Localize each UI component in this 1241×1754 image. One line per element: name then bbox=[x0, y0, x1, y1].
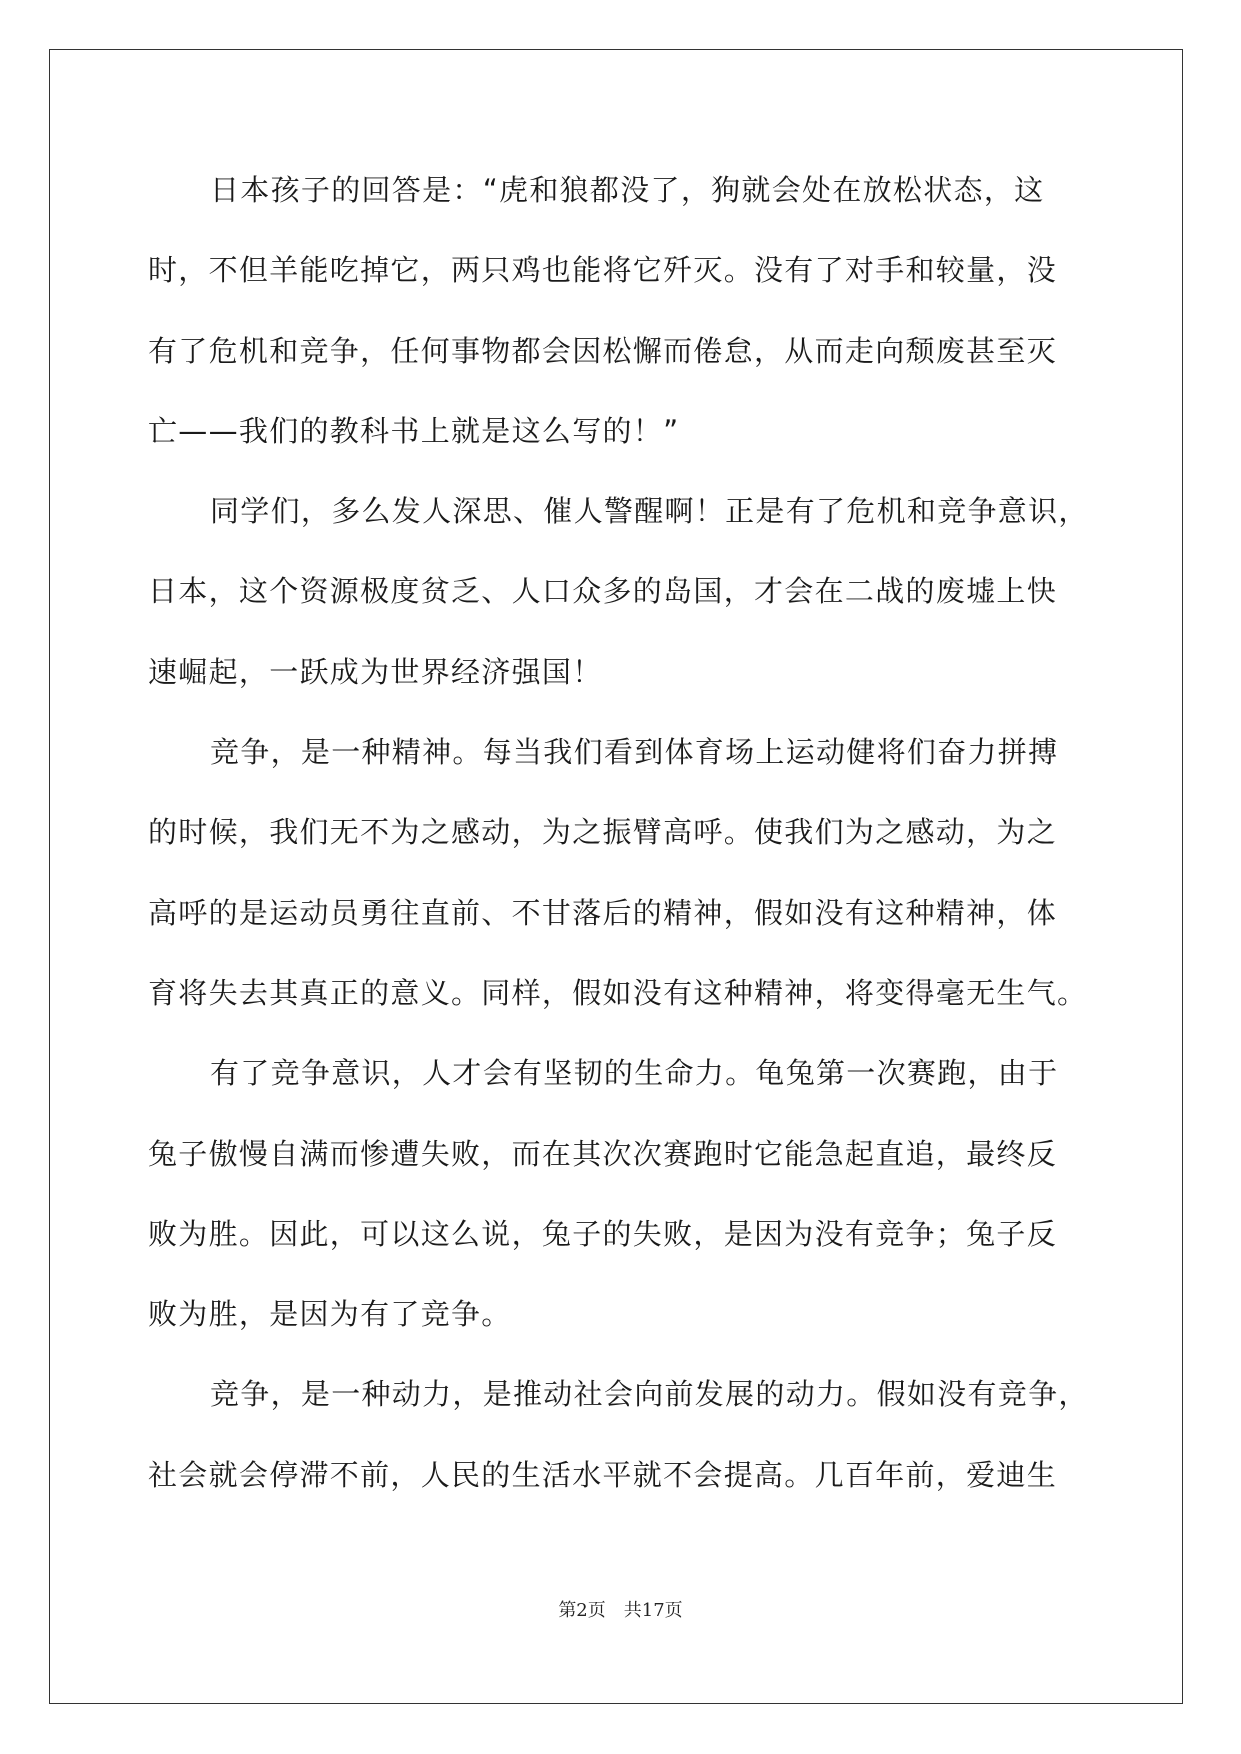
text-line: 日本孩子的回答是：“虎和狼都没了，狗就会处在放松状态，这 bbox=[210, 173, 1045, 207]
text-line: 有了竞争意识，人才会有坚韧的生命力。龟兔第一次赛跑，由于 bbox=[210, 1056, 1059, 1091]
text-line: 日本，这个资源极度贫乏、人口众多的岛国，才会在二战的废墟上快 bbox=[148, 574, 1058, 609]
text-line: 育将失去其真正的意义。同样，假如没有这种精神，将变得毫无生气。 bbox=[148, 975, 1088, 1010]
text-line: 亡——我们的教科书上就是这么写的！” bbox=[148, 413, 680, 448]
text-line: 的时候，我们无不为之感动，为之振臂高呼。使我们为之感动，为之 bbox=[148, 815, 1058, 850]
text-line: 竞争，是一种动力，是推动社会向前发展的动力。假如没有竞争， bbox=[210, 1377, 1089, 1412]
text-line: 败为胜，是因为有了竞争。 bbox=[148, 1297, 512, 1332]
text-line: 高呼的是运动员勇往直前、不甘落后的精神，假如没有这种精神，体 bbox=[148, 895, 1058, 930]
text-line: 兔子傲慢自满而惨遭失败，而在其次次赛跑时它能急起直追，最终反 bbox=[148, 1136, 1058, 1171]
text-line: 同学们，多么发人深思、催人警醒啊！正是有了危机和竞争意识， bbox=[210, 494, 1089, 529]
page-footer bbox=[0, 1596, 1241, 1622]
text-line: 有了危机和竞争，任何事物都会因松懈而倦怠，从而走向颓废甚至灭 bbox=[148, 333, 1058, 368]
text-line: 社会就会停滞不前，人民的生活水平就不会提高。几百年前，爱迪生 bbox=[148, 1457, 1058, 1492]
document-body bbox=[148, 150, 1090, 1515]
text-line: 时，不但羊能吃掉它，两只鸡也能将它歼灭。没有了对手和较量，没 bbox=[148, 253, 1058, 288]
page-number: 第2页 bbox=[558, 1600, 606, 1621]
text-line: 败为胜。因此，可以这么说，兔子的失败，是因为没有竞争；兔子反 bbox=[148, 1216, 1058, 1251]
text-line: 速崛起，一跃成为世界经济强国！ bbox=[148, 654, 603, 689]
text-line: 竞争，是一种精神。每当我们看到体育场上运动健将们奋力拼搏 bbox=[210, 735, 1059, 770]
page-total: 共17页 bbox=[623, 1600, 683, 1621]
